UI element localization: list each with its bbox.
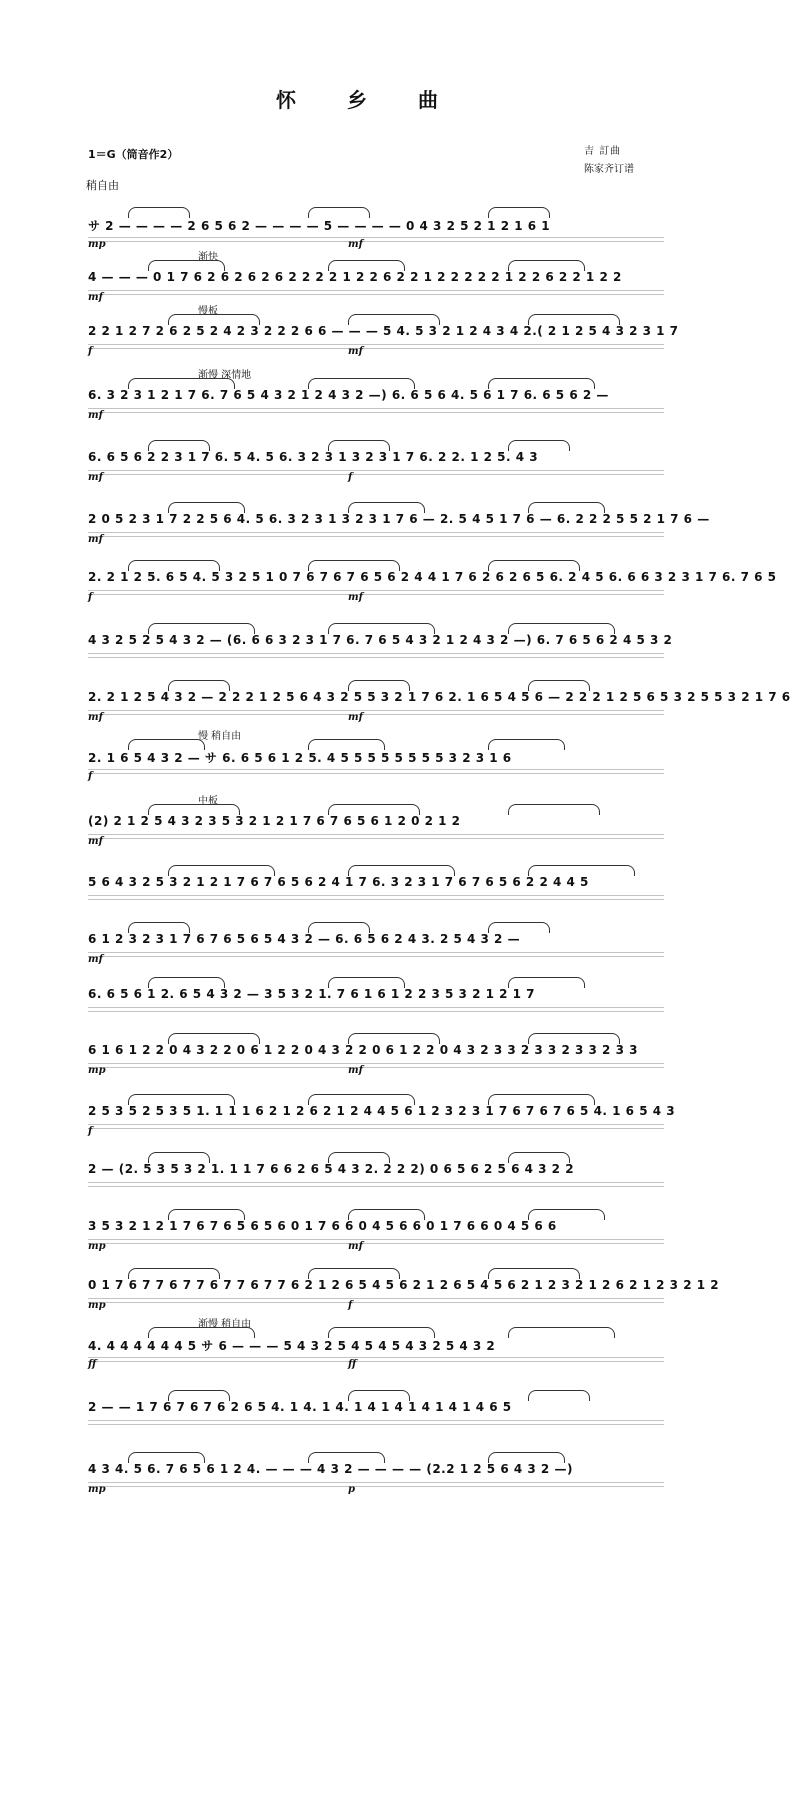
notation-line: 6. 6 5 6 2 2 3 1 7 6. 5 4. 5 6. 3 2 3 1 3 2 3 1 7 6. 2 2. 1 2 5. 4 3 xyxy=(88,450,539,464)
arranger-credit: 陈家齐订谱 xyxy=(584,164,634,175)
notation-line: 5 6 4 3 2 5 3 2 1 2 1 7 6 7 6 5 6 2 4 1 7 6. 3 2 3 1 7 6 7 6 5 6 2 2 4 4 5 xyxy=(88,875,589,889)
notation-line: 6. 3 2 3 1 2 1 7 6. 7 6 5 4 3 2 1 2 4 3 2 —) 6. 6 5 6 4. 5 6 1 7 6. 6 5 6 2 — xyxy=(88,388,609,402)
beam-underline xyxy=(88,1182,664,1187)
dynamic-marking: mf xyxy=(348,712,363,723)
beam-underline xyxy=(88,895,664,900)
beam-underline xyxy=(88,769,664,774)
dynamic-marking: p xyxy=(348,1484,355,1495)
notation-line: 2 0 5 2 3 1 7 2 2 5 6 4. 5 6. 3 2 3 1 3 2 3 1 7 6 — 2. 5 4 5 1 7 6 — 6. 2 2 2 5 5 2 1 7 6 — xyxy=(88,512,710,526)
dynamic-marking: f xyxy=(88,592,93,603)
beam-underline xyxy=(88,408,664,413)
beam-underline xyxy=(88,1357,664,1362)
dynamic-marking: mf xyxy=(88,712,103,723)
dynamic-marking: mf xyxy=(88,410,103,421)
staff-system xyxy=(88,668,791,728)
beam-underline xyxy=(88,237,664,242)
beam-underline xyxy=(88,952,664,957)
notation-line: 2 — — 1 7 6 7 6 7 6 2 6 5 4. 1 4. 1 4. 1 4 1 4 1 4 1 4 1 4 6 5 xyxy=(88,1400,512,1414)
notation-line: 2 — (2. 5 3 5 3 2 1. 1 1 7 6 6 2 6 5 4 3 2. 2 2 2) 0 6 5 6 2 5 6 4 3 2 2 xyxy=(88,1162,575,1176)
beam-underline xyxy=(88,1298,664,1303)
staff-system xyxy=(88,853,664,913)
dynamic-marking: mp xyxy=(88,1241,106,1252)
staff-system xyxy=(88,248,664,308)
tempo-marking: 稍自由 xyxy=(86,179,119,192)
beam-underline xyxy=(88,1124,664,1129)
dynamic-marking: mf xyxy=(88,534,103,545)
notation-line: 2 5 3 5 2 5 3 5 1. 1 1 1 6 2 1 2 6 2 1 2 4 4 5 6 1 2 3 2 3 1 7 6 7 6 7 6 5 4. 1 6 5 4 3 xyxy=(88,1104,676,1118)
staff-system xyxy=(88,195,664,255)
dynamic-marking: mf xyxy=(88,292,103,303)
dynamic-marking: mf xyxy=(88,472,103,483)
notation-line: 6 1 2 3 2 3 1 7 6 7 6 5 6 5 4 3 2 — 6. 6 5 6 2 4 3. 2 5 4 3 2 — xyxy=(88,932,521,946)
notation-line: 6 1 6 1 2 2 0 4 3 2 2 0 6 1 2 2 0 4 3 2 2 0 6 1 2 2 0 4 3 2 3 3 2 3 3 2 3 3 2 3 3 xyxy=(88,1043,638,1057)
notation-line: 4 3 2 5 2 5 4 3 2 — (6. 6 6 3 2 3 1 7 6. 7 6 5 4 3 2 1 2 4 3 2 —) 6. 7 6 5 6 2 4 5 3 2 xyxy=(88,633,673,647)
staff-system xyxy=(88,1082,676,1142)
dynamic-marking: f xyxy=(348,1300,353,1311)
dynamic-marking: mf xyxy=(348,1241,363,1252)
staff-system xyxy=(88,727,664,787)
notation-line: 2. 2 1 2 5 4 3 2 — 2 2 2 1 2 5 6 4 3 2 5 5 3 2 1 7 6 2. 1 6 5 4 5 6 — 2 2 2 1 2 5 6 5 3 2 5 5 3 2 1 7 6 xyxy=(88,690,791,704)
beam-underline xyxy=(88,290,664,295)
dynamic-marking: mp xyxy=(88,1065,106,1076)
dynamic-marking: mf xyxy=(88,954,103,965)
dynamic-marking: f xyxy=(348,472,353,483)
staff-system xyxy=(88,1197,664,1257)
staff-system xyxy=(88,428,664,488)
dynamic-marking: f xyxy=(88,346,93,357)
beam-underline xyxy=(88,470,664,475)
staff-system xyxy=(88,965,664,1025)
composer-credit: 吉 訂曲 xyxy=(584,146,622,157)
staff-system xyxy=(88,1140,664,1200)
beam-underline xyxy=(88,653,664,658)
beam-underline xyxy=(88,1007,664,1012)
beam-underline xyxy=(88,344,664,349)
notation-line: 0 1 7 6 7 7 6 7 7 6 7 7 6 7 7 6 2 1 2 6 5 4 5 6 2 1 2 6 5 4 5 6 2 1 2 3 2 1 2 6 2 1 2 3 2 1 2 xyxy=(88,1278,720,1292)
dynamic-marking: mp xyxy=(88,239,106,250)
staff-system xyxy=(88,1256,720,1316)
notation-line: 4 — — — 0 1 7 6 2 6 2 6 2 6 2 2 2 2 1 2 2 6 2 2 1 2 2 2 2 2 1 2 2 6 2 2 1 2 2 xyxy=(88,270,622,284)
notation-line: (2) 2 1 2 5 4 3 2 3 5 3 2 1 2 1 7 6 7 6 5 6 1 2 0 2 1 2 xyxy=(88,814,461,828)
dynamic-marking: mp xyxy=(88,1300,106,1311)
staff-system xyxy=(88,366,664,426)
notation-line: 2. 2 1 2 5. 6 5 4. 5 3 2 5 1 0 7 6 7 6 7 6 5 6 2 4 4 1 7 6 2 6 2 6 5 6. 2 4 5 6. 6 6 3 2 3 1 7 6. 7 6 5 xyxy=(88,570,777,584)
beam-underline xyxy=(88,532,664,537)
dynamic-marking: mp xyxy=(88,1484,106,1495)
beam-underline xyxy=(88,1420,664,1425)
dynamic-marking: mf xyxy=(88,836,103,847)
expression-marking: 渐快 xyxy=(198,252,218,263)
expression-marking: 中板 xyxy=(198,796,218,807)
notation-line: 4 3 4. 5 6. 7 6 5 6 1 2 4. — — — 4 3 2 — — — — (2.2 1 2 5 6 4 3 2 —) xyxy=(88,1462,573,1476)
staff-system xyxy=(88,490,710,550)
notation-line: 6. 6 5 6 1 2. 6 5 4 3 2 — 3 5 3 2 1. 7 6 1 6 1 2 2 3 5 3 2 1 2 1 7 xyxy=(88,987,536,1001)
staff-system xyxy=(88,1378,664,1438)
notation-line: 4. 4 4 4 4 4 4 5 サ 6 — — — 5 4 3 2 5 4 5 4 5 4 3 2 5 4 3 2 xyxy=(88,1339,496,1353)
beam-underline xyxy=(88,1482,664,1487)
dynamic-marking: ff xyxy=(348,1359,357,1370)
dynamic-marking: ff xyxy=(88,1359,97,1370)
dynamic-marking: mf xyxy=(348,592,363,603)
staff-system xyxy=(88,1021,664,1081)
key-signature: 1＝G（筒音作2） xyxy=(88,148,179,161)
notation-line: 3 5 3 2 1 2 1 7 6 7 6 5 6 5 6 0 1 7 6 6 0 4 5 6 6 0 1 7 6 6 0 4 5 6 6 xyxy=(88,1219,557,1233)
beam-underline xyxy=(88,834,664,839)
staff-system xyxy=(88,910,664,970)
staff-system xyxy=(88,548,777,608)
notation-line: 2 2 1 2 7 2 6 2 5 2 4 2 3 2 2 2 6 6 — — — 5 4. 5 3 2 1 2 4 3 4 2.( 2 1 2 5 4 3 2 3 1 7 xyxy=(88,324,679,338)
notation-line: 2. 1 6 5 4 3 2 — サ 6. 6 5 6 1 2 5. 4 5 5 5 5 5 5 5 5 3 2 3 1 6 xyxy=(88,751,512,765)
beam-underline xyxy=(88,1239,664,1244)
expression-marking: 渐慢 深情地 xyxy=(198,370,252,381)
beam-underline xyxy=(88,1063,664,1068)
staff-system xyxy=(88,792,664,852)
dynamic-marking: mf xyxy=(348,1065,363,1076)
staff-system xyxy=(88,302,679,362)
expression-marking: 慢板 xyxy=(198,306,218,317)
dynamic-marking: mf xyxy=(348,239,363,250)
beam-underline xyxy=(88,590,664,595)
staff-system xyxy=(88,1315,664,1375)
score-title: 怀 乡 曲 xyxy=(276,88,460,112)
expression-marking: 渐慢 稍自由 xyxy=(198,1319,252,1330)
notation-line: サ 2 — — — — 2 6 5 6 2 — — — — 5 — — — — 0 4 3 2 5 2 1 2 1 6 1 xyxy=(88,219,551,233)
staff-system xyxy=(88,611,673,671)
dynamic-marking: mf xyxy=(348,346,363,357)
dynamic-marking: f xyxy=(88,771,93,782)
beam-underline xyxy=(88,710,664,715)
dynamic-marking: f xyxy=(88,1126,93,1137)
expression-marking: 慢 稍自由 xyxy=(198,731,242,742)
staff-system xyxy=(88,1440,664,1500)
